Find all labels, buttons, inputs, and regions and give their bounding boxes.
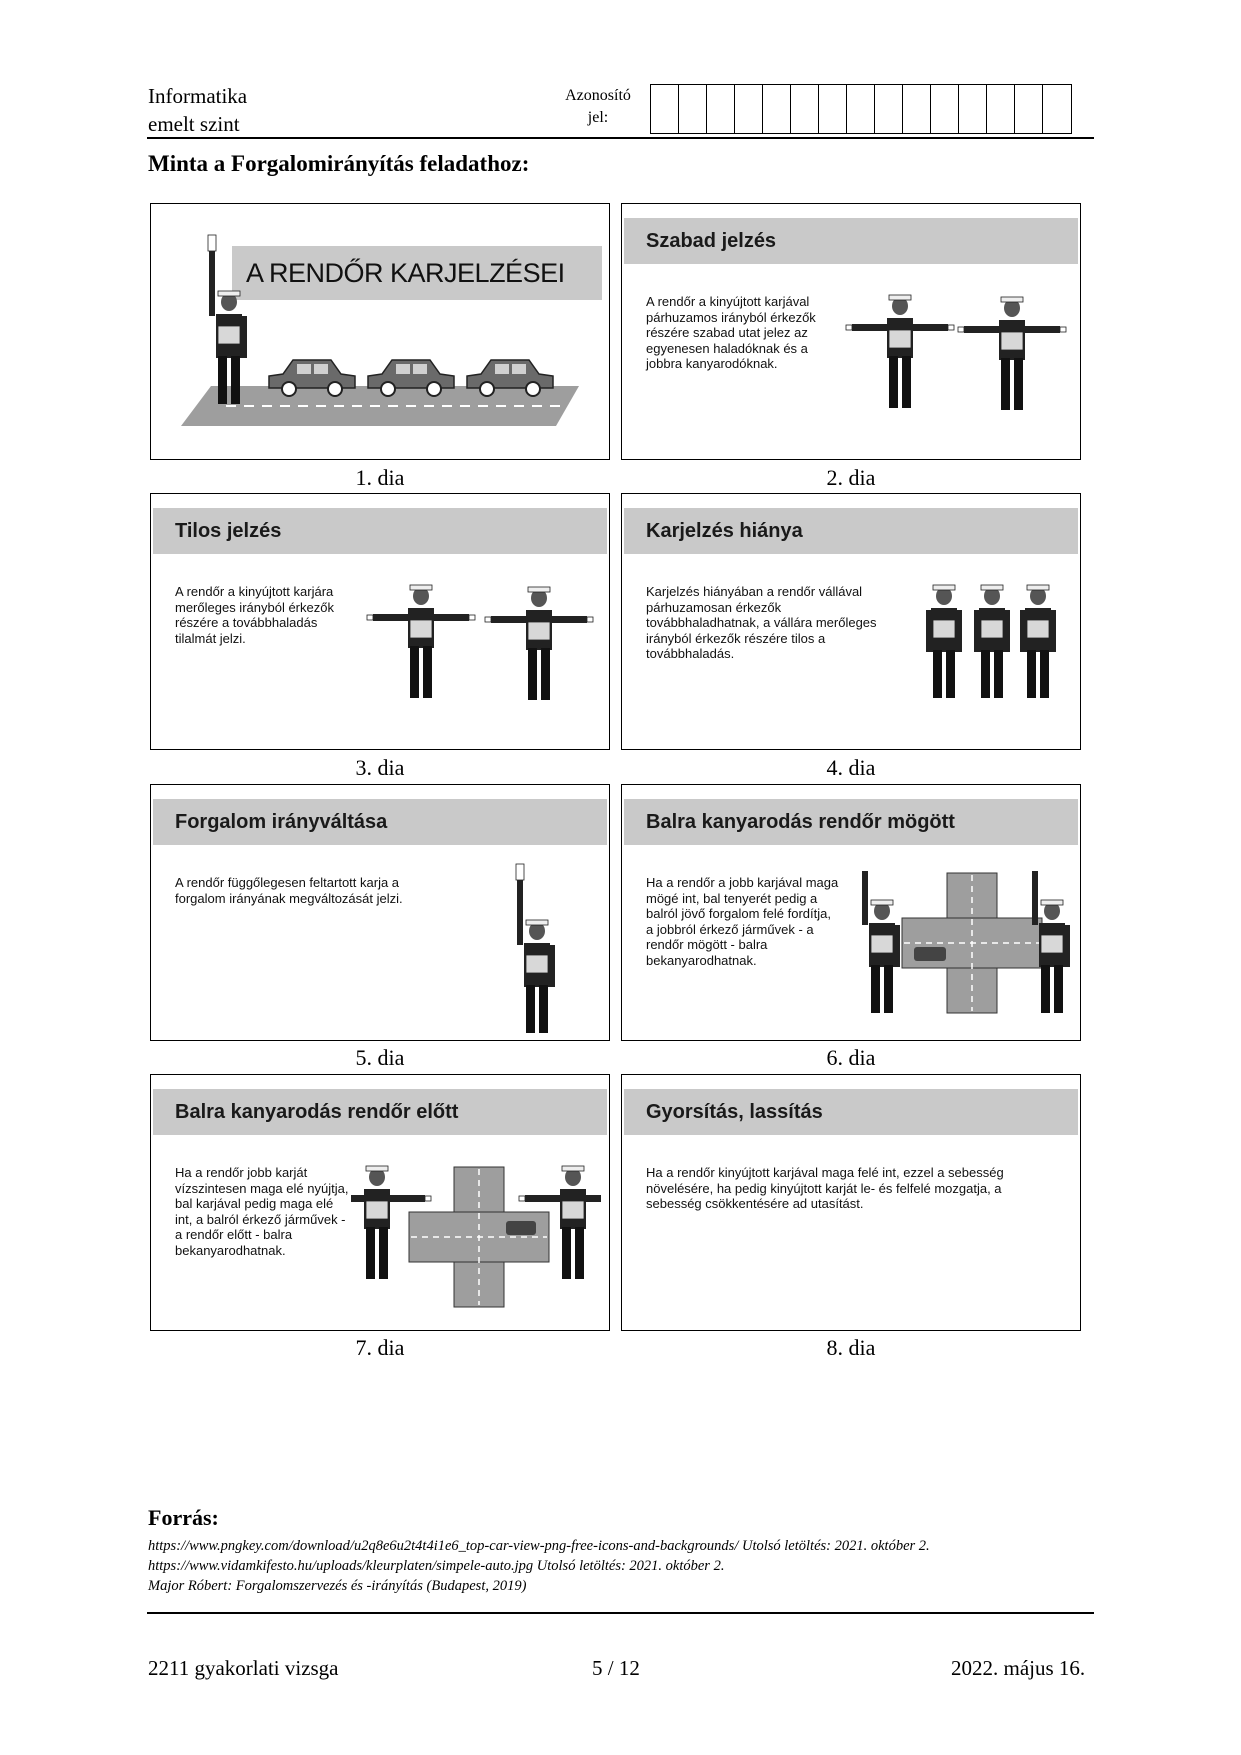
slide-5-titlebar <box>153 799 607 845</box>
slide-2 <box>621 203 1081 460</box>
text-line: párhuzamos irányból érkezők <box>646 309 816 325</box>
subject-name: Informatika <box>148 84 248 108</box>
text-line: tilalmát jelzi. <box>175 630 246 646</box>
id-box[interactable] <box>875 85 903 133</box>
slide-7 <box>150 1074 610 1331</box>
source-line: Major Róbert: Forgalomszervezés és -irányítás (Budapest, 2019) <box>148 1578 527 1594</box>
text-line: A rendőr a kinyújtott karjával <box>646 294 810 309</box>
slide-8-title: Gyorsítás, lassítás <box>646 1101 823 1123</box>
text-line: sebesség csökkentésére ad utasítást. <box>646 1196 864 1211</box>
text-line: Ha a rendőr jobb karját <box>175 1165 308 1180</box>
slide-4-titlebar <box>624 508 1078 554</box>
intersection-diagram-front <box>351 1161 601 1311</box>
id-label <box>548 85 648 129</box>
page-title: Minta a Forgalomirányítás feladathoz: <box>148 151 530 176</box>
id-box[interactable] <box>651 85 679 133</box>
text-line: A rendőr függőlegesen feltartott karja a <box>175 875 400 890</box>
slide-2-title: Szabad jelzés <box>646 230 777 252</box>
slide-8-text <box>646 1165 1004 1212</box>
slide-6-titlebar <box>624 799 1078 845</box>
text-line: bekanyarodhatnak. <box>175 1242 286 1258</box>
text-line: továbbhaladhatnak, a vállára merőleges <box>646 615 877 630</box>
slide-5 <box>150 784 610 1041</box>
slide-8-caption: 8. dia <box>826 1335 876 1360</box>
footer-page-number: 5 / 12 <box>592 1656 640 1680</box>
id-box[interactable] <box>735 85 763 133</box>
slide-6-caption: 6. dia <box>826 1045 876 1070</box>
text-line: bal karjával pedig maga elé <box>175 1196 334 1211</box>
slide-3-titlebar <box>153 508 607 554</box>
id-box[interactable] <box>987 85 1015 133</box>
slide-4-text <box>646 584 877 662</box>
id-label-line2: jel: <box>587 109 609 126</box>
slide-4-title: Karjelzés hiánya <box>646 520 803 542</box>
officer-arm-raised-illustration <box>491 857 571 1037</box>
officer-arms-extended-illustration <box>844 292 1074 422</box>
slide-5-text <box>175 875 403 906</box>
slide-1-caption: 1. dia <box>355 465 405 490</box>
id-box[interactable] <box>959 85 987 133</box>
text-line: irányból érkezők részére tilos a <box>646 630 826 646</box>
slide-3-caption: 3. dia <box>355 755 405 780</box>
footer-date: 2022. május 16. <box>951 1656 1086 1680</box>
slide-7-text <box>175 1165 348 1258</box>
text-line: Ha a rendőr a jobb karjával maga <box>646 875 839 890</box>
id-box[interactable] <box>819 85 847 133</box>
text-line: részére a továbbhaladás <box>175 615 318 630</box>
slide-2-titlebar <box>624 218 1078 264</box>
text-line: párhuzamosan érkezők <box>646 599 782 615</box>
text-line: merőleges irányból érkezők <box>175 599 334 615</box>
slide-1 <box>150 203 610 460</box>
slide-1-banner-text: A RENDŐR KARJELZÉSEI <box>246 258 565 288</box>
text-line: Karjelzés hiányában a rendőr vállával <box>646 584 863 599</box>
slide-3 <box>150 493 610 750</box>
slide-7-caption: 7. dia <box>355 1335 405 1360</box>
slide-2-caption: 2. dia <box>826 465 876 490</box>
sources-list <box>148 1536 930 1596</box>
sources-heading: Forrás: <box>148 1505 219 1530</box>
id-boxes <box>650 84 1072 134</box>
id-box[interactable] <box>931 85 959 133</box>
slide-6-title: Balra kanyarodás rendőr mögött <box>646 811 955 833</box>
officer-arms-extended-illustration <box>361 582 601 712</box>
slide-8 <box>621 1074 1081 1331</box>
id-box[interactable] <box>903 85 931 133</box>
text-line: mögé int, bal tenyerét pedig a <box>646 890 818 906</box>
text-line: forgalom irányának megváltozását jelzi. <box>175 890 403 906</box>
slide-7-titlebar <box>153 1089 607 1135</box>
text-line: balról jövő forgalom felé fordítja, <box>646 906 831 921</box>
text-line: továbbhaladás. <box>646 646 735 661</box>
text-line: egyenesen haladóknak és a <box>646 340 808 356</box>
slide-7-title: Balra kanyarodás rendőr előtt <box>175 1101 459 1123</box>
id-box[interactable] <box>1015 85 1043 133</box>
text-line: részére szabad utat jelez az <box>646 325 808 340</box>
id-box[interactable] <box>791 85 819 133</box>
id-box[interactable] <box>679 85 707 133</box>
police-officer-with-cars-illustration <box>151 204 607 457</box>
footer-exam: 2211 gyakorlati vizsga <box>148 1656 339 1680</box>
slide-6 <box>621 784 1081 1041</box>
slide-4 <box>621 493 1081 750</box>
text-line: növelésére, ha pedig kinyújtott karját le- és felfelé mozgatja, a <box>646 1180 1002 1196</box>
slide-8-titlebar <box>624 1089 1078 1135</box>
text-line: jobbra kanyarodóknak. <box>646 356 778 371</box>
id-label-line1: Azonosító <box>565 87 631 104</box>
slide-5-title: Forgalom irányváltása <box>175 811 388 833</box>
source-line: https://www.vidamkifesto.hu/uploads/kleurplaten/simpele-auto.jpg Utolsó letöltés: 2021. október 2. <box>148 1558 725 1574</box>
slide-4-caption: 4. dia <box>826 755 876 780</box>
slide-6-text <box>646 875 838 968</box>
text-line: vízszintesen maga elé nyújtja, <box>175 1180 349 1196</box>
id-box[interactable] <box>763 85 791 133</box>
slide-3-title: Tilos jelzés <box>175 520 282 542</box>
text-line: Ha a rendőr kinyújtott karjával maga felé int, ezzel a sebesség <box>646 1165 1004 1180</box>
intersection-diagram-behind <box>862 871 1072 1016</box>
text-line: rendőr mögött - balra <box>646 937 768 952</box>
text-line: bekanyarodhatnak. <box>646 952 757 968</box>
header-rule <box>147 137 1094 139</box>
footer-rule <box>147 1612 1094 1614</box>
slide-5-caption: 5. dia <box>355 1045 405 1070</box>
id-box[interactable] <box>1043 85 1071 133</box>
officers-standing-illustration <box>922 582 1062 712</box>
source-line: https://www.pngkey.com/download/u2q8e6u2t4t4i1e6_top-car-view-png-free-icons-and-backgrounds/ Utolsó letöltés: 2021. október 2. <box>148 1538 930 1554</box>
slide-2-text <box>646 294 816 372</box>
slide-3-text <box>175 584 334 646</box>
text-line: a rendőr előtt - balra <box>175 1227 293 1242</box>
subject-level: emelt szint <box>148 112 240 136</box>
id-box[interactable] <box>707 85 735 133</box>
text-line: A rendőr a kinyújtott karjára <box>175 584 334 599</box>
id-box[interactable] <box>847 85 875 133</box>
text-line: int, a balról érkező járművek - <box>175 1211 346 1227</box>
text-line: a jobbról érkező járművek - a <box>646 921 814 937</box>
header-subject <box>148 82 247 138</box>
